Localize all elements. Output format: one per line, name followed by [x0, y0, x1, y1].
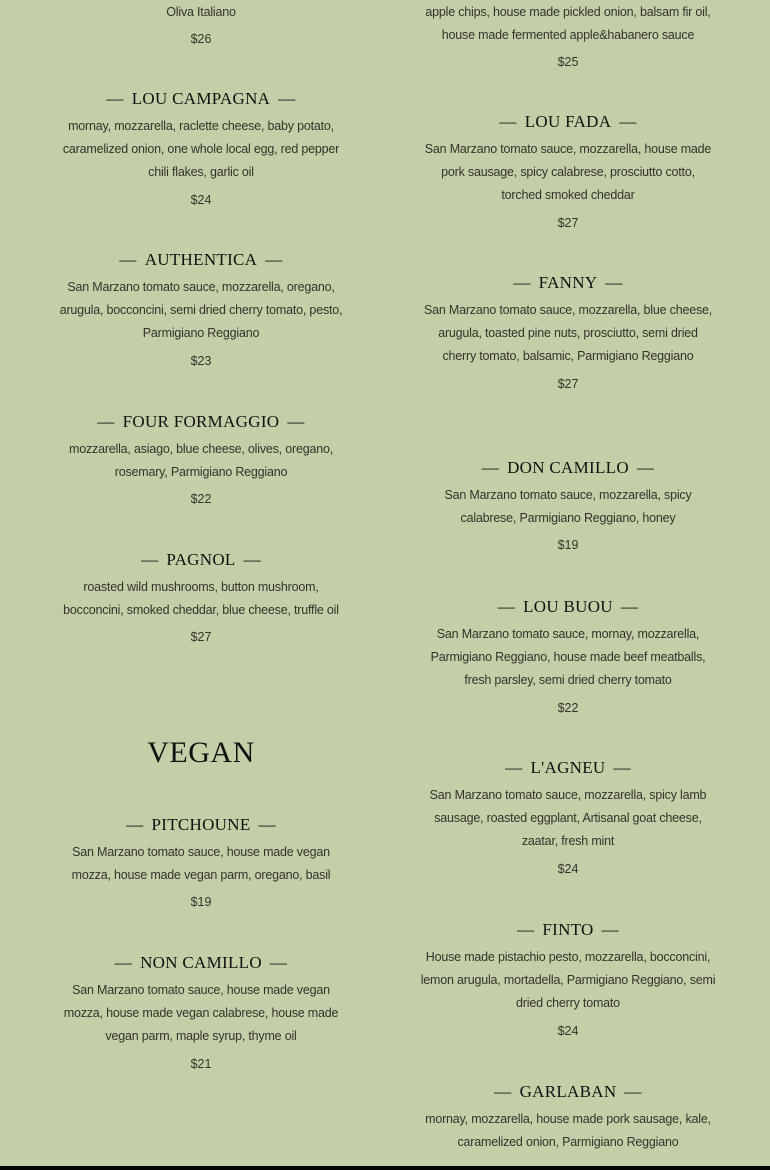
dash-left: — — [119, 250, 137, 269]
menu-item-desc: San Marzano tomato sauce, house made vegan mozza, house made vegan calabrese, house made vegan parm, maple syrup, thyme oil — [63, 983, 339, 1044]
menu-item-desc: mozzarella, asiago, blue cheese, olives, oregano, rosemary, Parmigiano Reggiano — [69, 442, 333, 480]
dash-left: — — [126, 815, 144, 834]
menu-item — [56, 249, 346, 369]
dash-left: — — [481, 458, 500, 477]
dash-right: — — [287, 412, 305, 431]
menu-item-title: DON CAMILLO — [507, 458, 629, 477]
dash-right: — — [619, 112, 637, 131]
dash-right: — — [243, 550, 261, 569]
menu-item-name — [56, 814, 346, 836]
dash-right: — — [258, 815, 276, 834]
dash-right: — — [624, 1082, 642, 1101]
menu-item-price: $22 — [557, 700, 579, 715]
menu-item-name — [420, 757, 716, 779]
menu-item-desc: House made pistachio pesto, mozzarella, bocconcini, lemon arugula, mortadella, Parmigiano Reggiano, semi dried cherry tomato — [420, 950, 716, 1011]
dash-right: — — [601, 920, 619, 939]
menu-item-price: $19 — [557, 538, 579, 553]
dash-right: — — [265, 250, 283, 269]
menu-item-title: L'AGNEU — [530, 758, 606, 777]
dash-left: — — [499, 112, 517, 131]
menu-item-title: LOU FADA — [524, 112, 612, 131]
menu-item — [420, 596, 716, 716]
menu-item-partial — [420, 1, 716, 70]
menu-item-name — [420, 1081, 716, 1103]
menu-item-name — [420, 272, 716, 294]
dash-right: — — [613, 758, 631, 777]
menu-item-price: $22 — [190, 492, 212, 507]
menu-item — [56, 549, 346, 645]
menu-item-partial — [56, 1, 346, 47]
menu-item — [56, 88, 346, 208]
menu-item-name — [420, 919, 716, 941]
menu-item-title: FANNY — [538, 273, 598, 292]
menu-item-price: $21 — [190, 1056, 212, 1071]
dash-left: — — [497, 597, 516, 616]
menu-item-name — [56, 549, 346, 571]
dash-right: — — [278, 89, 296, 108]
menu-item-price: $23 — [190, 353, 212, 368]
menu-item-desc: San Marzano tomato sauce, house made vegan mozza, house made vegan parm, oregano, basil — [71, 845, 331, 883]
dash-left: — — [114, 953, 133, 972]
dash-left: — — [505, 758, 523, 777]
menu-item-price: $27 — [557, 215, 579, 230]
menu-item-title: PAGNOL — [166, 550, 236, 569]
menu-item-desc: mornay, mozzarella, raclette cheese, baby potato, caramelized onion, one whole local egg, red pepper chili flakes, garlic oil — [62, 119, 340, 180]
menu-item-price: $24 — [557, 861, 579, 876]
menu-item-price: $27 — [190, 630, 212, 645]
menu-item-name — [56, 411, 346, 433]
menu-item-title: FINTO — [542, 920, 594, 939]
menu-column-left — [56, 0, 346, 1170]
menu-item — [420, 757, 716, 877]
menu-item-desc: San Marzano tomato sauce, mornay, mozzarella, Parmigiano Reggiano, house made beef meatballs, fresh parsley, semi dried cherry tomato — [430, 627, 706, 688]
menu-item-desc: San Marzano tomato sauce, mozzarella, house made pork sausage, spicy calabrese, prosciutto cotto, torched smoked cheddar — [424, 142, 712, 203]
menu-item-name — [56, 88, 346, 110]
menu-item-title: LOU CAMPAGNA — [131, 89, 271, 108]
menu-item — [56, 411, 346, 507]
menu-item-desc: San Marzano tomato sauce, mozzarella, blue cheese, arugula, toasted pine nuts, prosciutto, semi dried cherry tomato, balsamic, Parmigiano Reggiano — [423, 303, 713, 364]
dash-right: — — [269, 953, 288, 972]
menu-column-right — [420, 0, 716, 1170]
dash-right: — — [605, 273, 623, 292]
dash-left: — — [494, 1082, 512, 1101]
dash-left: — — [106, 89, 124, 108]
menu-item-desc: mornay, mozzarella, house made pork sausage, kale, caramelized onion, Parmigiano Reggiano — [425, 1112, 711, 1150]
bottom-edge-bar — [0, 1166, 770, 1170]
menu-item — [56, 952, 346, 1072]
menu-item-name — [56, 249, 346, 271]
menu-item-name — [420, 457, 716, 479]
menu-item — [56, 814, 346, 910]
menu-item-title: FOUR FORMAGGIO — [122, 412, 280, 431]
menu-item-title: AUTHENTICA — [144, 250, 258, 269]
menu-item-desc: roasted wild mushrooms, button mushroom, bocconcini, smoked cheddar, blue cheese, truffle oil — [63, 580, 339, 618]
dash-left: — — [141, 550, 159, 569]
menu-item-price: $26 — [190, 32, 212, 47]
menu-item-price: $24 — [190, 192, 212, 207]
menu-item — [420, 272, 716, 392]
menu-item-price: $27 — [557, 376, 579, 391]
dash-left: — — [513, 273, 531, 292]
menu-item-price: $19 — [190, 895, 212, 910]
menu-item-title: GARLABAN — [519, 1082, 617, 1101]
menu-item-name — [420, 596, 716, 618]
menu-item-price: $24 — [557, 1023, 579, 1038]
menu-item-price: $25 — [557, 55, 579, 70]
dash-left: — — [97, 412, 115, 431]
menu-item-title: NON CAMILLO — [140, 953, 262, 972]
menu-item-desc: San Marzano tomato sauce, mozzarella, spicy calabrese, Parmigiano Reggiano, honey — [444, 488, 692, 526]
menu-item-desc: Oliva Italiano — [166, 5, 236, 19]
menu-item — [420, 919, 716, 1039]
menu-item-title: PITCHOUNE — [151, 815, 251, 834]
section-title-vegan: VEGAN — [147, 736, 255, 769]
menu-item-title: LOU BUOU — [523, 597, 613, 616]
menu-item — [420, 457, 716, 553]
menu-item-desc: apple chips, house made pickled onion, balsam fir oil, house made fermented apple&habanero sauce — [425, 5, 711, 43]
dash-left: — — [517, 920, 535, 939]
menu-item-name — [420, 111, 716, 133]
dash-right: — — [620, 597, 639, 616]
menu-item-name — [56, 952, 346, 974]
dash-right: — — [636, 458, 655, 477]
menu-item — [420, 1081, 716, 1154]
menu-item-desc: San Marzano tomato sauce, mozzarella, spicy lamb sausage, roasted eggplant, Artisanal goat cheese, zaatar, fresh mint — [429, 788, 707, 849]
menu-item — [420, 111, 716, 231]
menu-item-desc: San Marzano tomato sauce, mozzarella, oregano, arugula, bocconcini, semi dried cherry tomato, pesto, Parmigiano Reggiano — [59, 280, 343, 341]
